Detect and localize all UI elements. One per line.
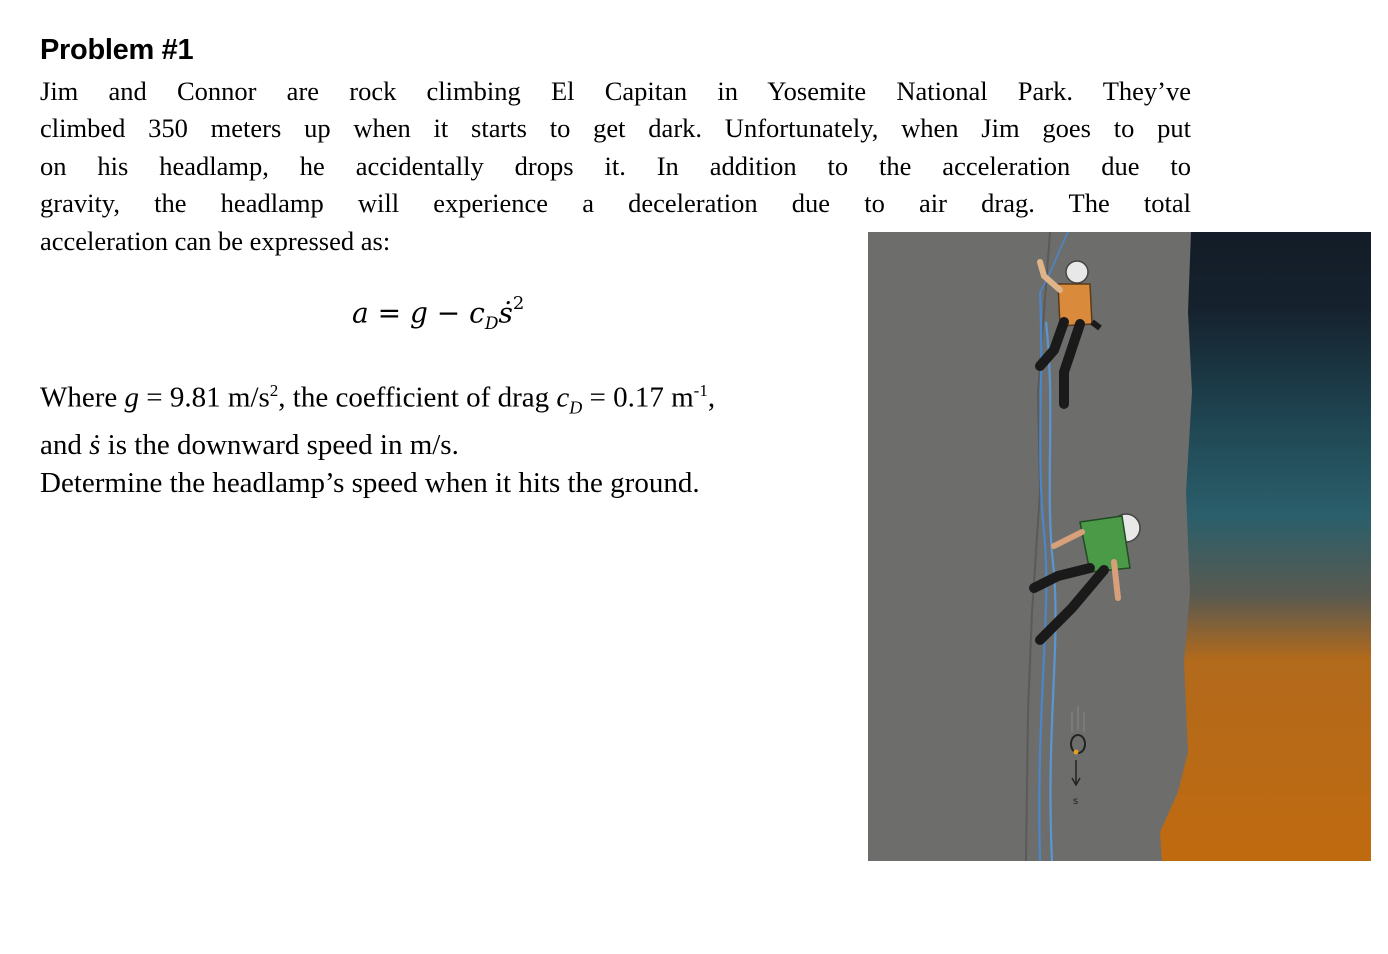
question-line: Determine the headlamp’s speed when it hits the ground. [40,467,700,500]
eq-g: g [409,296,428,330]
acceleration-equation [352,293,525,334]
intro-line-1: Jim and Connor are rock climbing El Capitan in Yosemite National Park. They’ve [40,76,1191,106]
g-symbol: g [124,381,140,414]
eq-c: c [469,296,485,330]
rock-face [868,232,1192,861]
eq-equals: = [368,296,410,330]
eq-c-sub: D [484,313,499,334]
cd-symbol: c [556,381,570,414]
s-axis-label: s [1073,796,1079,807]
climbing-illustration [868,232,1371,861]
eq-s-dot: ṡ [498,296,513,330]
intro-line-5: acceleration can be expressed as: [40,226,391,256]
given-line-2: and ṡ is the downward speed in m/s. [40,429,459,462]
eq-minus: − [427,296,470,330]
given-line-1: Where g = 9.81 $m/s^2$, the coefficient of drag $c_D = 0.17$ $m^{-1}$, [40,381,716,418]
climbing-illustration-svg [868,232,1371,861]
problem-title: Problem #1 [40,34,194,66]
intro-line-3: on his headlamp, he accidentally drops it. In addition to the acceleration due to [40,151,1191,181]
eq-a: a [352,296,369,330]
given-values-paragraph [40,372,715,502]
intro-line-2: climbed 350 meters up when it starts to get dark. Unfortunately, when Jim goes to put [40,113,1191,143]
intro-line-4: gravity, the headlamp will experience a deceleration due to air drag. The total [40,188,1191,218]
eq-power: 2 [512,293,525,314]
s-dot-symbol: ṡ [89,429,101,462]
